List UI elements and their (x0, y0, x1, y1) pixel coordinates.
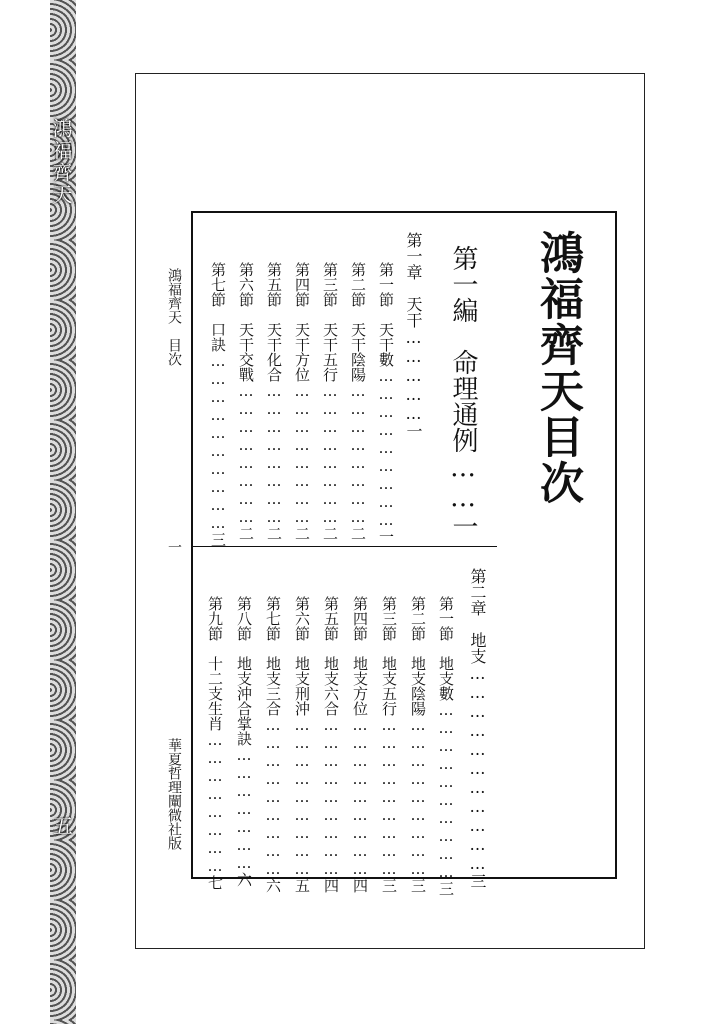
toc-entry: 第七節 口訣…………………………三 (209, 262, 227, 547)
chapter-heading: 第一章 天干……………一 (404, 232, 423, 439)
book-title: 鴻福齊天目次 (532, 230, 583, 506)
side-page-number: 五 (53, 814, 73, 838)
toc-entry: 第六節 地支刑沖………………………五 (293, 596, 311, 893)
toc-entry: 第四節 地支方位………………………四 (351, 596, 369, 893)
toc-entry: 第二節 地支陰陽………………………三 (409, 596, 427, 893)
publisher-imprint: 華夏哲理闡微社版 (166, 738, 182, 850)
toc-entry: 第八節 地支沖合掌訣…………………六 (235, 596, 253, 887)
printed-page-number: 一 (166, 540, 182, 554)
chapter-heading: 第二章 地支……………………………三 (468, 568, 487, 889)
toc-entry: 第三節 地支五行………………………三 (380, 596, 398, 893)
running-title: 鴻福齊天 目次 (166, 268, 182, 366)
section-divider (191, 546, 497, 547)
toc-entry: 第四節 天干方位……………………二 (293, 262, 311, 541)
side-title: 鴻福齊天 (49, 118, 73, 206)
toc-entry: 第二節 天干陰陽……………………二 (349, 262, 367, 541)
toc-entry: 第一節 地支數…………………………三 (437, 596, 455, 896)
toc-entry: 第七節 地支三合………………………六 (264, 596, 282, 893)
part-heading: 第一編 命理通例……一 (448, 245, 478, 539)
toc-entry: 第一節 天干數………………………一 (377, 262, 395, 544)
toc-entry: 第九節 十二支生肖……………………七 (206, 596, 224, 890)
toc-entry: 第六節 天干交戰……………………二 (237, 262, 255, 541)
toc-entry: 第五節 天干化合……………………二 (265, 262, 283, 541)
toc-entry: 第五節 地支六合………………………四 (322, 596, 340, 893)
toc-entry: 第三節 天干五行……………………二 (321, 262, 339, 541)
